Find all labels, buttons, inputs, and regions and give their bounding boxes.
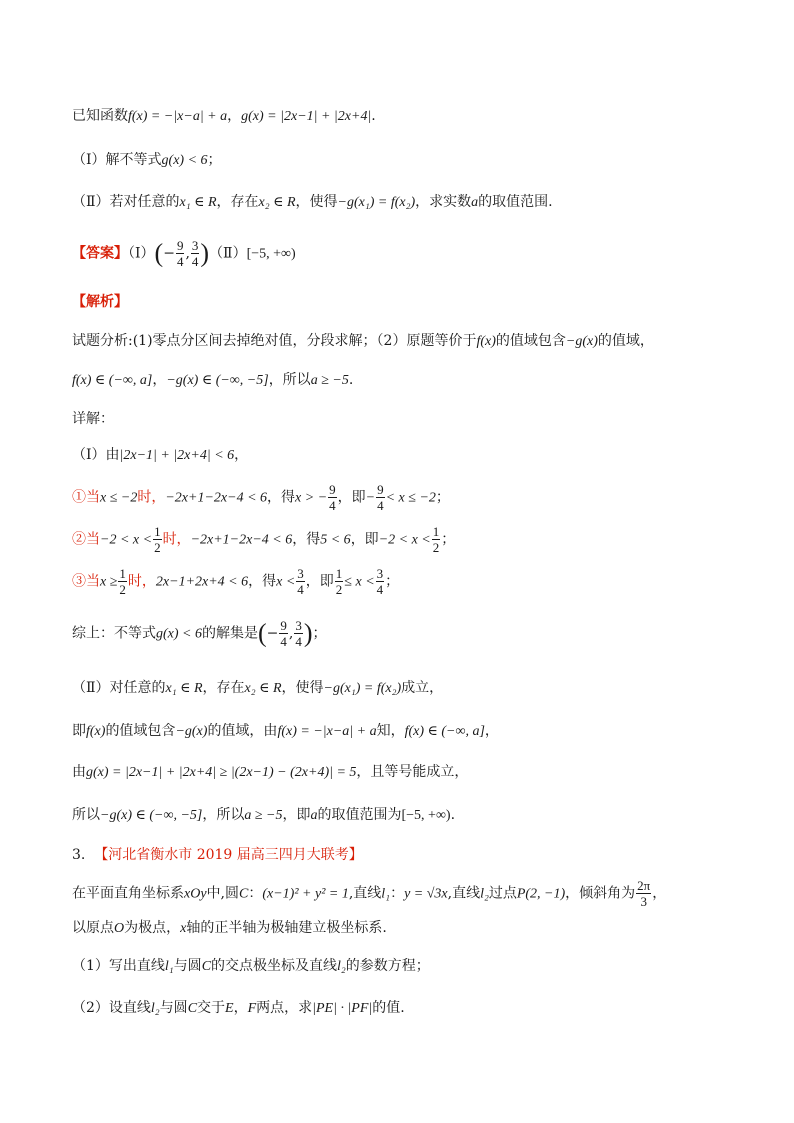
text: ； <box>312 625 327 642</box>
math: 5 < 6 <box>320 532 351 548</box>
math: −g(x) ∈ (−∞, −5] <box>166 373 269 388</box>
text: ，使得 <box>295 194 338 210</box>
fraction: $\frac{9}{4}$ <box>377 482 384 513</box>
math: −g(x₁) = f(x₂) <box>323 681 402 696</box>
math: < x ≤ −2 <box>385 490 436 506</box>
answer-tag: 【答案】 <box>72 245 128 262</box>
math: |PE| · |PF| <box>312 1001 373 1016</box>
case-marker: ①当 <box>72 489 100 506</box>
problem-3-line-2 <box>72 918 387 939</box>
text: ，使得 <box>281 680 324 696</box>
text: 以原点 <box>72 920 114 936</box>
math: x ≥ <box>100 574 118 590</box>
text: （Ⅱ）对任意的 <box>72 680 166 696</box>
math: g(x) < 6 <box>156 626 202 642</box>
fraction: $\frac{9}{4}$ <box>329 482 336 513</box>
paren: ( <box>154 238 164 268</box>
math: xOy <box>184 886 207 902</box>
text: 为极点， <box>124 920 181 936</box>
paren: ) <box>200 238 210 268</box>
math: −g(x) <box>565 334 598 349</box>
math: f(x) <box>86 724 106 739</box>
text: ， <box>652 885 667 902</box>
math: x₁ ∈ R <box>165 681 203 696</box>
problem-3-question-2 <box>72 998 405 1019</box>
part-2-solution-4 <box>72 805 455 826</box>
text: ； <box>207 152 222 168</box>
text: 与圆 <box>159 1000 188 1016</box>
math: a <box>471 195 479 210</box>
math: a ≥ −5 <box>244 808 283 823</box>
problem-statement <box>72 106 376 127</box>
part-2-solution-2 <box>72 721 499 742</box>
text: ： <box>390 885 405 902</box>
text: ，即 <box>337 489 366 506</box>
f-definition: f(x) = −|x−a| + a <box>128 109 228 124</box>
problem-source: 【河北省衡水市 2019 届高三四月大联考】 <box>94 847 363 863</box>
text: （Ⅰ） <box>128 245 155 262</box>
text: （1）写出直线 <box>72 958 165 974</box>
text: ，得 <box>248 573 277 590</box>
math: 2x−1+2x+4 < 6 <box>155 574 249 590</box>
text: 交于 <box>197 1000 226 1016</box>
text: . <box>348 372 354 388</box>
math: −2 < x < <box>100 532 153 548</box>
fraction: $\frac{9}{4}$ <box>280 618 287 649</box>
text: ，所以 <box>268 372 311 388</box>
fraction: $\frac{3}{4}$ <box>297 566 304 597</box>
analysis-tag <box>72 292 128 312</box>
math: x < <box>276 574 296 590</box>
text: ，得 <box>267 489 296 506</box>
math: C <box>187 1001 198 1016</box>
text: ： <box>248 885 263 902</box>
math: − <box>365 490 376 506</box>
text: 的参数方程； <box>345 958 430 974</box>
detail-label <box>72 409 114 429</box>
text: ,直线 <box>447 885 481 902</box>
fraction: $\frac{3}{4}$ <box>376 566 384 597</box>
text: 所以 <box>72 807 100 823</box>
text: . <box>450 807 456 823</box>
text: ，存在 <box>202 680 245 696</box>
math: ≤ x < <box>344 574 375 590</box>
text: 的取值范围为 <box>317 807 402 823</box>
g-definition: g(x) = |2x−1| + |2x+4| <box>241 109 372 124</box>
text: （Ⅱ）若对任意的 <box>72 194 180 210</box>
problem-3-line-1 <box>72 878 666 910</box>
case-marker: ③当 <box>72 573 100 590</box>
text: 的值. <box>372 1000 405 1016</box>
text: 的取值范围. <box>478 194 553 210</box>
text: 时， <box>162 531 191 548</box>
math: f(x) ∈ (−∞, a] <box>404 724 485 739</box>
math: x₂ ∈ R <box>258 195 296 210</box>
paren: ( <box>258 618 267 648</box>
math: l₁ <box>381 886 391 902</box>
analysis-tag-text: 【解析】 <box>72 294 128 310</box>
math: l₂ <box>337 959 346 974</box>
text: ，存在 <box>216 194 259 210</box>
part-1-question <box>72 150 222 171</box>
text: 中,圆 <box>206 885 239 902</box>
text: . <box>371 108 376 124</box>
fraction: $\frac{9}{4}$ <box>176 238 184 269</box>
text: 已知函数 <box>72 108 128 124</box>
math: [−5, +∞) <box>246 246 296 262</box>
analysis-line-1 <box>72 331 654 352</box>
text: （Ⅰ）由 <box>72 447 120 463</box>
text: 的交点极坐标及直线 <box>211 958 338 974</box>
math: l₁ <box>164 959 174 974</box>
text: ； <box>385 573 400 590</box>
part-2-question <box>72 192 553 213</box>
math: a <box>310 808 318 823</box>
case-marker: ②当 <box>72 531 100 548</box>
math: l₂ <box>150 1001 160 1016</box>
problem-number: 3. <box>72 847 86 863</box>
fraction: $\frac{3}{4}$ <box>295 618 302 649</box>
text: 详解： <box>72 411 114 427</box>
text: 与圆 <box>173 958 202 974</box>
text: 在平面直角坐标系 <box>72 885 184 902</box>
text: 两点，求 <box>256 1000 313 1016</box>
text: 轴的正半轴为极轴建立极坐标系. <box>186 920 387 936</box>
text: ，所以 <box>202 807 245 823</box>
math: f(x) = −|x−a| + a <box>277 724 377 739</box>
math: −2x+1−2x−4 < 6 <box>165 490 268 506</box>
math: x₁ ∈ R <box>179 195 217 210</box>
summary-line: 综上：不等式g(x) < 6的解集是(− $\frac{9}{4}$ , $\frac{3}{4}$ )； <box>72 618 327 649</box>
fraction: $\frac{3}{4}$ <box>191 238 199 269</box>
text: 由 <box>72 764 86 780</box>
text: ； <box>435 489 450 506</box>
text: ，即 <box>350 531 379 548</box>
math: F <box>247 1001 257 1016</box>
problem-3-question-1 <box>72 956 430 977</box>
text: ，倾斜角为 <box>565 885 636 902</box>
text: 的解集是 <box>202 625 258 642</box>
math: C <box>201 959 212 974</box>
math: O <box>114 921 125 936</box>
text: ，即 <box>282 807 311 823</box>
text: 的值域， <box>597 333 654 349</box>
text: ； <box>441 531 456 548</box>
text: ，得 <box>292 531 321 548</box>
text: 知， <box>376 723 405 739</box>
text: 成立， <box>401 680 444 696</box>
text: 即 <box>72 723 86 739</box>
text: ， <box>152 372 167 388</box>
math: l₂ <box>480 886 489 902</box>
text: 的值域，由 <box>207 723 278 739</box>
math: [−5, +∞) <box>401 808 451 823</box>
text: ，且等号能成立， <box>356 764 469 780</box>
part-2-solution-1 <box>72 678 443 699</box>
analysis-line-2 <box>72 370 353 391</box>
paren: ) <box>303 618 313 648</box>
fraction: $\frac{2\pi}{3}$ <box>637 878 651 909</box>
case-2 <box>72 524 455 556</box>
math: (x−1)² + y² = 1 <box>262 886 349 902</box>
text: ， <box>233 1000 248 1016</box>
text: （2）设直线 <box>72 1000 151 1016</box>
text: ,直线 <box>348 885 382 902</box>
answer-line: 【答案】（Ⅰ）(− $\frac{9}{4}$ , $\frac{3}{4}$ )（Ⅱ）[−5, +∞) <box>72 238 296 269</box>
fraction: $\frac{1}{2}$ <box>335 566 343 597</box>
text: 试题分析:(1)零点分区间去掉绝对值，分段求解；（2）原题等价于 <box>72 333 477 349</box>
fraction: $\frac{1}{2}$ <box>154 524 161 555</box>
text: ， <box>227 108 242 124</box>
text: 时， <box>127 573 156 590</box>
math: −2 < x < <box>378 532 431 548</box>
text: 过点 <box>488 885 517 902</box>
math: g(x) < 6 <box>161 153 208 168</box>
math: −g(x₁) = f(x₂) <box>337 195 416 210</box>
math: |2x−1| + |2x+4| < 6 <box>119 448 235 463</box>
text: （Ⅰ）解不等式 <box>72 152 162 168</box>
part-2-solution-3 <box>72 762 468 783</box>
text: ， <box>484 723 499 739</box>
fraction: $\frac{1}{2}$ <box>432 524 440 555</box>
math: x ≤ −2 <box>100 490 138 506</box>
text: 时， <box>137 489 166 506</box>
math: −g(x) ∈ (−∞, −5] <box>100 808 203 823</box>
math: y = √3x <box>404 886 448 902</box>
math: g(x) = |2x−1| + |2x+4| ≥ |(2x−1) − (2x+4)| = 5 <box>86 765 357 780</box>
text: 综上：不等式 <box>72 625 156 642</box>
math: f(x) <box>476 334 496 349</box>
text: ，求实数 <box>415 194 472 210</box>
math: P(2, −1) <box>516 886 566 902</box>
math: f(x) ∈ (−∞, a] <box>72 373 153 388</box>
math: −2x+1−2x−4 < 6 <box>190 532 293 548</box>
text: ， <box>234 447 249 463</box>
math: x <box>180 921 187 936</box>
math: x₂ ∈ R <box>244 681 282 696</box>
text: 的值域包含 <box>105 723 176 739</box>
case-1 <box>72 482 450 514</box>
fraction: $\frac{1}{2}$ <box>119 566 126 597</box>
text: ，即 <box>305 573 334 590</box>
text: （Ⅱ） <box>209 245 247 262</box>
solution-step-1 <box>72 445 248 466</box>
math: x > − <box>295 490 328 506</box>
case-3 <box>72 566 399 598</box>
math: E <box>225 1001 234 1016</box>
text: 的值域包含 <box>495 333 566 349</box>
math: a ≥ −5 <box>310 373 349 388</box>
problem-3-header <box>72 845 363 865</box>
math: −g(x) <box>175 724 208 739</box>
math: C <box>239 886 249 902</box>
